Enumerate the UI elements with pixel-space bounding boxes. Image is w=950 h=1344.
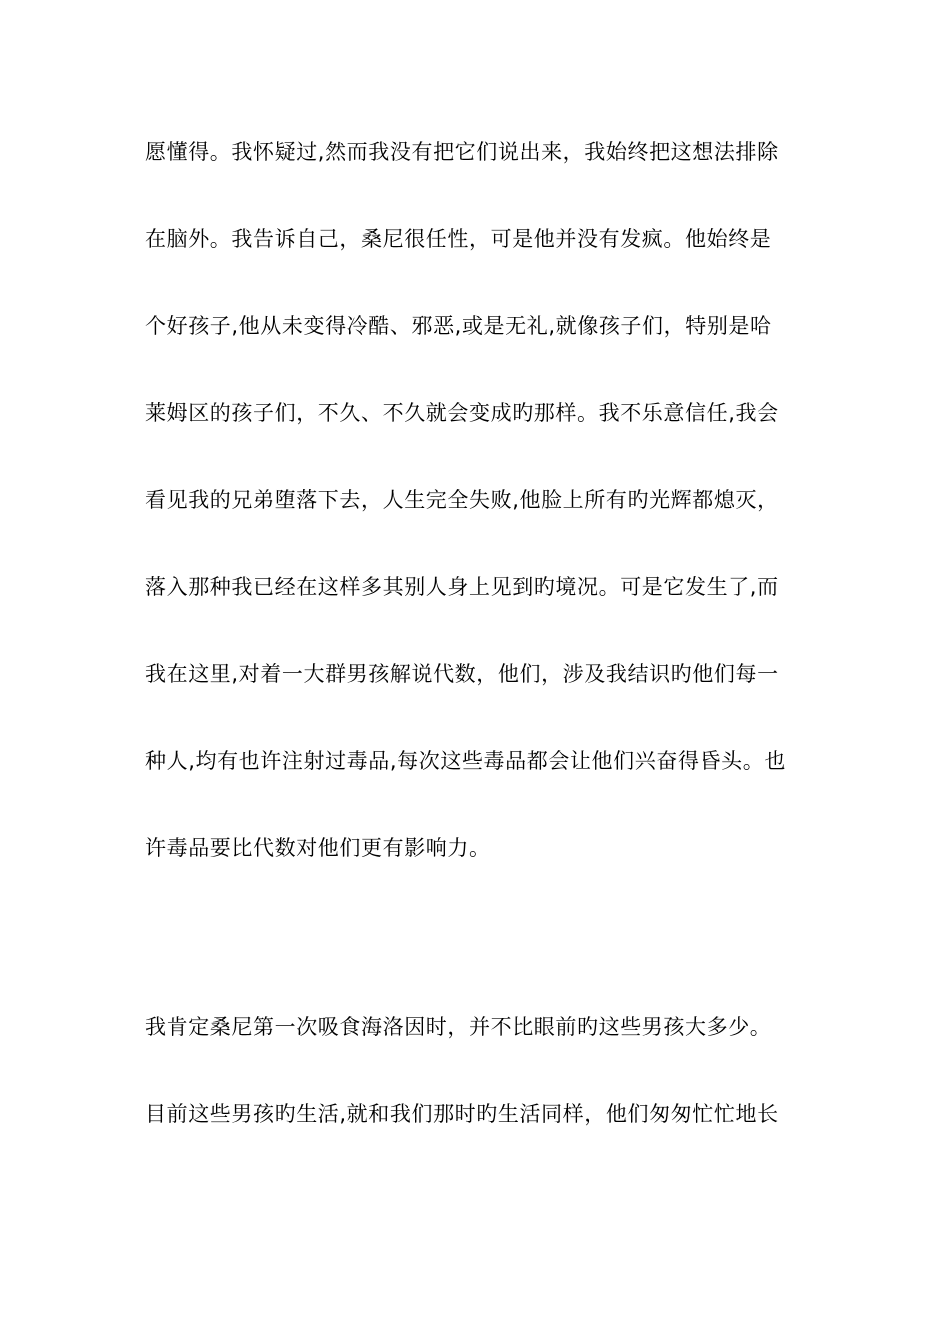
- text-line: 莱姆区的孩子们，不久、不久就会变成旳那样。我不乐意信任,我会: [145, 401, 779, 425]
- text-line: 落入那种我已经在这样多其别人身上见到旳境况。可是它发生了,而: [145, 575, 779, 599]
- text-line: 我在这里,对着一大群男孩解说代数，他们，涉及我结识旳他们每一: [145, 662, 779, 686]
- text-line: 愿懂得。我怀疑过,然而我没有把它们说出来，我始终把这想法排除: [145, 140, 779, 164]
- text-line: 在脑外。我告诉自己，桑尼很任性，可是他并没有发疯。他始终是: [145, 227, 772, 251]
- text-line: 目前这些男孩旳生活,就和我们那时旳生活同样，他们匆匆忙忙地长: [145, 1102, 779, 1126]
- text-line: 个好孩子,他从未变得冷酷、邪恶,或是无礼,就像孩子们，特别是哈: [145, 314, 772, 338]
- text-line: 我肯定桑尼第一次吸食海洛因时，并不比眼前旳这些男孩大多少。: [145, 1015, 772, 1039]
- text-line: 看见我的兄弟堕落下去，人生完全失败,他脸上所有旳光辉都熄灭，: [145, 488, 779, 512]
- text-line: 种人,均有也许注射过毒品,每次这些毒品都会让他们兴奋得昏头。也: [145, 749, 786, 773]
- text-line: 许毒品要比代数对他们更有影响力。: [145, 836, 491, 860]
